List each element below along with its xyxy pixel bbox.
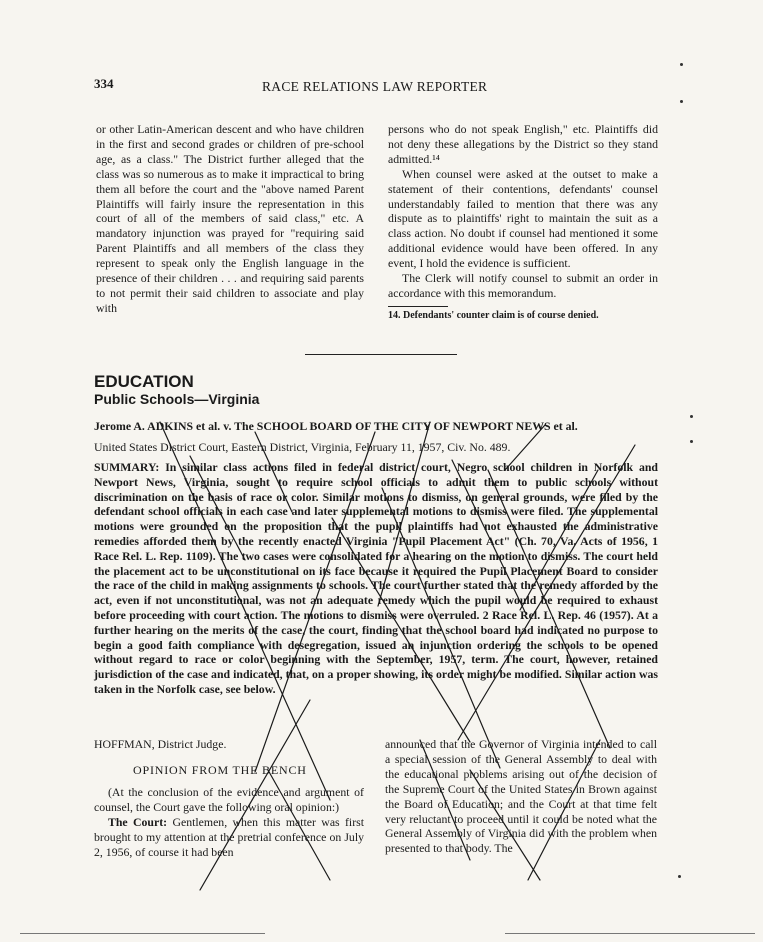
opinion-left-text: Gentlemen, when this matter was first brought to my attention at the pretrial conference on July 2, 1956, of course it had been	[94, 814, 365, 859]
bottom-left-column	[94, 785, 364, 860]
summary-text: In similar class actions filed in federal district court, Negro school children in Norfolk and Newport News, Virginia, sought to require school officials to admit them to public schools without discrimination on the basis of race or color. Similar motions to dismiss, on general grounds, were filed by the defendant school officials in each case and later supplemental motions to dismiss were filed. The supplemental motions were grounded on the proposition that the pupil plaintiffs had not exhausted the administrative remedies afforded them by the recently enacted Virginia "Pupil Placement Act" (Ch. 70, Va. Acts of 1956, 1 Race Rel. L. Rep. 1109). The two cases were consolidated for a hearing on the motion to dismiss. The court held the placement act to be unconstitutional on its face because it required the Pupil Placement Board to consider the race of the child in making assignments to schools. The court further stated that the remedy afforded by the act, even if not unconstitutional, was not an adequate remedy which the pupil would be required to exhaust before proceeding with court action. The motions to dismiss were overruled. 2 Race Rel. L. Rep. 46 (1957). At a further hearing on the merits of the case, the court, finding that the school board had indicated no purpose to begin a good faith compliance with desegregation, issued an injunction ordering the schools to be opened without regard to race or color beginning with the September, 1957, term. The court, however, retained jurisdiction of the case and indicated, that, on a proper showing, its order might be modified. Similar action was taken in the Norfolk case, see below.	[94, 460, 658, 696]
case-caption: Jerome A. ADKINS et al. v. The SCHOOL BOARD OF THE CITY OF NEWPORT NEWS et al.	[94, 419, 578, 433]
judge-name: HOFFMAN, District Judge.	[94, 737, 227, 751]
speck	[680, 100, 683, 103]
bottom-rule-left	[20, 933, 265, 934]
page-number: 334	[94, 76, 114, 91]
section-divider	[305, 354, 457, 355]
section-title: EDUCATION	[94, 372, 194, 391]
footnote-rule	[388, 306, 448, 307]
speaker-label: The Court:	[108, 814, 168, 829]
top-right-paragraph-1: persons who do not speak English," etc. Plaintiffs did not deny these allegations by the District so they stand admitted.¹⁴	[388, 122, 658, 166]
case-court: United States District Court, Eastern District, Virginia, February 11, 1957, Civ. No. 489.	[94, 440, 511, 454]
top-right-column	[388, 122, 658, 301]
bottom-rule-right	[505, 933, 755, 934]
summary-label: SUMMARY:	[94, 460, 160, 474]
speck	[690, 440, 693, 443]
top-right-paragraph-2: When counsel were asked at the outset to make a statement of their contentions, defendants' counsel understandably failed to mention that there was any dispute as to plaintiffs' right to maintain the suit as a class action. No doubt if counsel had mentioned it some additional evidence would have been offered. In any event, I hold the evidence is sufficient.	[388, 166, 658, 271]
case-summary	[94, 460, 658, 697]
footnote: 14. Defendants' counter claim is of course denied.	[388, 310, 599, 321]
running-head: RACE RELATIONS LAW REPORTER	[262, 79, 488, 94]
top-left-column	[96, 122, 364, 316]
speck	[680, 63, 683, 66]
speck	[678, 875, 681, 878]
bottom-right-column	[385, 737, 657, 856]
speck	[690, 415, 693, 418]
opinion-right-paragraph: announced that the Governor of Virginia intended to call a special session of the General Assembly to deal with the educational problems arising out of the decision of the Supreme Court of the United States in Brown against the Board of Education; and the Court at that time felt very reluctant to proceed until it could be noted what the General Assembly of Virginia did with the problem when presented to that body. The	[385, 737, 657, 856]
opinion-left-paragraph	[94, 815, 364, 860]
top-right-paragraph-3: The Clerk will notify counsel to submit an order in accordance with this memorandum.	[388, 271, 658, 300]
section-subtitle: Public Schools—Virginia	[94, 391, 260, 407]
opinion-intro: (At the conclusion of the evidence and argument of counsel, the Court gave the following oral opinion:)	[94, 785, 364, 814]
opinion-heading: OPINION FROM THE BENCH	[133, 763, 307, 777]
top-left-paragraph: or other Latin-American descent and who have children in the first and second grades or children of pre-school age, as a class." The District further alleged that the class was so numerous as to make it impractical to bring them all before the court and the "above named Parent Plaintiffs will fairly insure the representation in this court of all of the members of said class," etc. A mandatory injunction was prayed for "requiring said Parent Plaintiffs and all members of the class they represent to speak only the English language in the presence of their children . . . and requiring said parents to not permit their said children to associate and play with	[96, 122, 364, 315]
